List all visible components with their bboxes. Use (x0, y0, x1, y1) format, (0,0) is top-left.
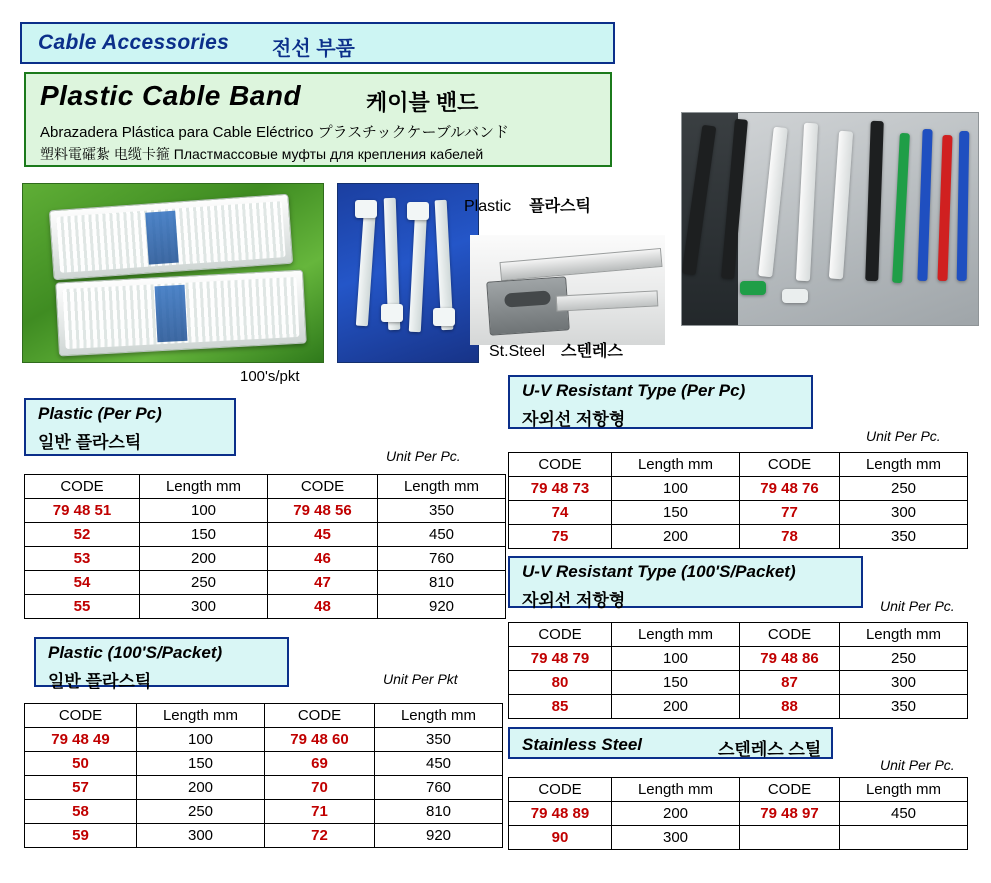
col-length: Length mm (612, 623, 740, 647)
section-title-kr: 일반 플라스틱 (48, 672, 152, 691)
col-length: Length mm (378, 475, 506, 499)
cell-length: 450 (840, 802, 968, 826)
cell-length: 350 (378, 499, 506, 523)
col-length: Length mm (612, 453, 740, 477)
cable-tie-white (758, 127, 788, 278)
unit-label-stainless-steel: Unit Per Pc. (880, 757, 955, 773)
cell-length: 760 (378, 547, 506, 571)
table-row (509, 695, 968, 719)
table-row (25, 499, 506, 523)
cell-code: 79 48 76 (740, 477, 840, 501)
col-code: CODE (265, 704, 375, 728)
caption-steel-en: St.Steel (489, 343, 546, 360)
section-title-en: U-V Resistant Type (100'S/Packet) (522, 562, 796, 581)
cable-tie (409, 208, 427, 332)
cell-code: 87 (740, 671, 840, 695)
cell-code: 52 (25, 523, 140, 547)
cell-length: 810 (375, 800, 503, 824)
bag-label (145, 211, 179, 265)
cell-code: 70 (265, 776, 375, 800)
cable-tie-head (381, 304, 403, 322)
cable-tie-white (829, 131, 853, 280)
cell-length: 200 (140, 547, 268, 571)
cable-tie-head-green (740, 281, 766, 295)
section-header-uv-packet (508, 556, 863, 608)
section-title-kr: 스텐레스 스틸 (718, 740, 822, 759)
photo-stainless-steel-band (470, 235, 665, 345)
col-code: CODE (740, 623, 840, 647)
section-title-en: U-V Resistant Type (Per Pc) (522, 381, 746, 400)
category-title-kr: 전선 부품 (272, 38, 355, 60)
table-row (25, 824, 503, 848)
cable-tie-head (355, 200, 377, 218)
table-row (509, 525, 968, 549)
cell-code: 75 (509, 525, 612, 549)
col-length: Length mm (375, 704, 503, 728)
caption-plastic-en: Plastic (464, 198, 512, 215)
cell-length: 100 (140, 499, 268, 523)
cell-length: 300 (140, 595, 268, 619)
product-title-banner (24, 72, 612, 167)
cell-code: 79 48 60 (265, 728, 375, 752)
col-code: CODE (509, 623, 612, 647)
cable-tie-bag (49, 194, 293, 281)
cell-length: 920 (378, 595, 506, 619)
col-code: CODE (509, 778, 612, 802)
cell-length: 250 (137, 800, 265, 824)
caption-plastic-kr: 플라스틱 (529, 198, 591, 215)
cell-code: 45 (268, 523, 378, 547)
caption-steel-kr: 스텐레스 (561, 343, 623, 360)
cable-tie (356, 206, 376, 327)
cell-code: 79 48 97 (740, 802, 840, 826)
cell-code: 46 (268, 547, 378, 571)
photo-bagged-cable-ties (22, 183, 324, 363)
col-length: Length mm (840, 623, 968, 647)
steel-tail (556, 290, 659, 311)
cell-length: 150 (137, 752, 265, 776)
cell-code: 53 (25, 547, 140, 571)
cell-length: 250 (840, 477, 968, 501)
cell-length: 100 (612, 647, 740, 671)
cell-code (740, 826, 840, 850)
cell-length (840, 826, 968, 850)
unit-label-plastic-per-pc: Unit Per Pc. (386, 448, 461, 464)
cell-code: 72 (265, 824, 375, 848)
cell-code: 79 48 51 (25, 499, 140, 523)
cell-length: 150 (612, 671, 740, 695)
cell-length: 350 (375, 728, 503, 752)
table-header-row (509, 623, 968, 647)
section-title-en: Plastic (100'S/Packet) (48, 643, 223, 662)
cell-length: 200 (612, 525, 740, 549)
cell-length: 100 (137, 728, 265, 752)
table-row (509, 802, 968, 826)
photo-single-cable-ties (337, 183, 479, 363)
col-code: CODE (740, 778, 840, 802)
cell-length: 450 (375, 752, 503, 776)
cell-code: 55 (25, 595, 140, 619)
table-stainless-steel (508, 777, 968, 850)
table-row (25, 728, 503, 752)
cell-code: 79 48 89 (509, 802, 612, 826)
cable-tie-head (433, 308, 455, 326)
cell-length: 200 (137, 776, 265, 800)
table-row (25, 547, 506, 571)
cell-code: 58 (25, 800, 137, 824)
cable-tie-head (407, 202, 429, 220)
cable-tie-head-white (782, 289, 808, 303)
cell-length: 150 (140, 523, 268, 547)
cell-code: 85 (509, 695, 612, 719)
cell-code: 80 (509, 671, 612, 695)
cable-tie-blue (957, 131, 970, 281)
cell-length: 350 (840, 695, 968, 719)
col-code: CODE (268, 475, 378, 499)
table-row (25, 800, 503, 824)
table-row (25, 776, 503, 800)
col-code: CODE (509, 453, 612, 477)
col-code: CODE (740, 453, 840, 477)
category-banner (20, 22, 615, 64)
cell-code: 90 (509, 826, 612, 850)
section-title-kr: 자외선 저항형 (522, 410, 626, 429)
cell-length: 250 (840, 647, 968, 671)
unit-label-uv-per-pc: Unit Per Pc. (866, 428, 941, 444)
cell-code: 77 (740, 501, 840, 525)
cell-length: 300 (840, 671, 968, 695)
caption-steel (489, 338, 623, 361)
col-length: Length mm (612, 778, 740, 802)
cell-length: 300 (840, 501, 968, 525)
cell-length: 760 (375, 776, 503, 800)
cell-length: 920 (375, 824, 503, 848)
cell-code: 59 (25, 824, 137, 848)
caption-packet: 100's/pkt (240, 368, 300, 385)
cell-code: 69 (265, 752, 375, 776)
cell-code: 54 (25, 571, 140, 595)
cell-length: 350 (840, 525, 968, 549)
cable-tie-green (892, 133, 910, 283)
section-title-en: Plastic (Per Pc) (38, 404, 162, 423)
caption-plastic (464, 193, 591, 216)
col-length: Length mm (140, 475, 268, 499)
unit-label-uv-packet: Unit Per Pc. (880, 598, 955, 614)
section-header-uv-per-pc (508, 375, 813, 429)
table-row (509, 501, 968, 525)
cable-tie-black (865, 121, 884, 281)
product-title-kr: 케이블 밴드 (366, 90, 479, 115)
table-row (25, 752, 503, 776)
section-title-kr: 일반 플라스틱 (38, 433, 142, 452)
cable-tie-blue (917, 129, 932, 281)
cell-code: 78 (740, 525, 840, 549)
cable-tie-bag (55, 270, 307, 357)
table-header-row (509, 778, 968, 802)
table-uv-packet (508, 622, 968, 719)
cell-length: 300 (612, 826, 740, 850)
product-subtitle-line2: 塑料電礭紮 电缆卡箍 Пластмассовые муфты для крепления кабелей (40, 146, 484, 162)
steel-strip (499, 248, 662, 281)
table-row (509, 826, 968, 850)
col-length: Length mm (137, 704, 265, 728)
cell-code: 57 (25, 776, 137, 800)
cell-code: 71 (265, 800, 375, 824)
cell-length: 200 (612, 695, 740, 719)
table-row (509, 477, 968, 501)
cell-length: 150 (612, 501, 740, 525)
cell-code: 74 (509, 501, 612, 525)
col-code: CODE (25, 704, 137, 728)
cell-code: 79 48 73 (509, 477, 612, 501)
table-row (509, 671, 968, 695)
table-row (25, 571, 506, 595)
cell-code: 48 (268, 595, 378, 619)
cell-code: 47 (268, 571, 378, 595)
bag-label (155, 285, 188, 342)
table-header-row (509, 453, 968, 477)
cell-code: 50 (25, 752, 137, 776)
product-subtitle-line1: Abrazadera Plástica para Cable Eléctrico プラスチックケーブルバンド (40, 124, 510, 141)
section-title-en: Stainless Steel (522, 735, 643, 754)
cell-code: 79 48 79 (509, 647, 612, 671)
table-uv-per-pc (508, 452, 968, 549)
cell-code: 79 48 86 (740, 647, 840, 671)
cell-length: 200 (612, 802, 740, 826)
table-row (509, 647, 968, 671)
cell-code: 79 48 56 (268, 499, 378, 523)
category-title-en: Cable Accessories (38, 31, 230, 54)
table-row (25, 523, 506, 547)
cell-code: 88 (740, 695, 840, 719)
cell-length: 810 (378, 571, 506, 595)
section-title-kr: 자외선 저항형 (522, 591, 626, 610)
cell-length: 250 (140, 571, 268, 595)
table-plastic-packet (24, 703, 503, 848)
table-row (25, 595, 506, 619)
section-header-plastic-per-pc (24, 398, 236, 456)
section-header-stainless-steel (508, 727, 833, 759)
cell-length: 100 (612, 477, 740, 501)
photo-assorted-cable-ties (681, 112, 979, 326)
cell-length: 450 (378, 523, 506, 547)
col-length: Length mm (840, 453, 968, 477)
cable-tie-white (796, 123, 818, 282)
unit-label-plastic-packet: Unit Per Pkt (383, 671, 458, 687)
cable-tie-red (937, 135, 952, 281)
col-code: CODE (25, 475, 140, 499)
section-header-plastic-packet (34, 637, 289, 691)
product-title-en: Plastic Cable Band (40, 80, 302, 111)
cell-code: 79 48 49 (25, 728, 137, 752)
cell-length: 300 (137, 824, 265, 848)
table-header-row (25, 475, 506, 499)
table-plastic-per-pc (24, 474, 506, 619)
col-length: Length mm (840, 778, 968, 802)
table-header-row (25, 704, 503, 728)
